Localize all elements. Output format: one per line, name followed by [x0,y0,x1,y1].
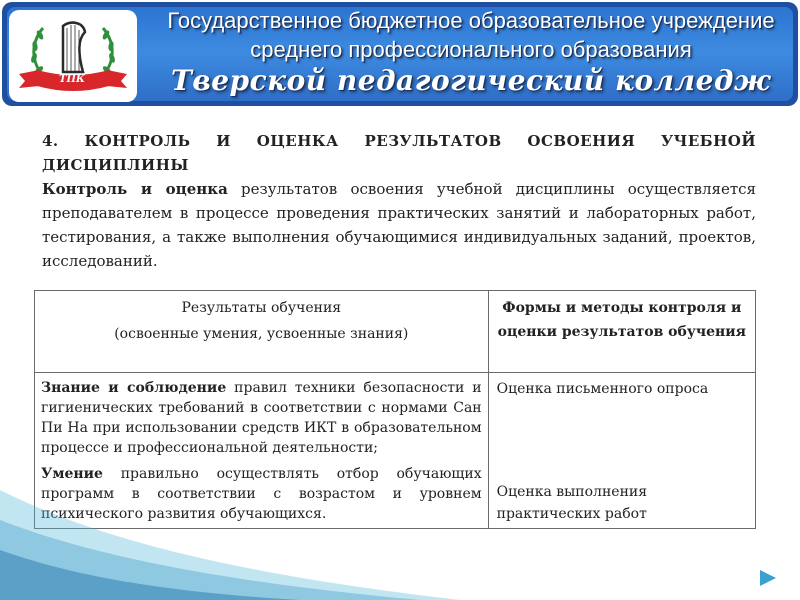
method-practical-works-line2: практических работ [496,506,647,522]
banner-title-line1: Государственное бюджетное образовательное учреждение [167,8,775,33]
table-header-row [35,291,756,373]
result-item-knowledge-bold: Знание и соблюдение [41,380,227,396]
logo-text: ТПК [59,74,85,85]
method-written-survey: Оценка письменного опроса [496,381,709,397]
section-heading: 4. КОНТРОЛЬ И ОЦЕНКА РЕЗУЛЬТАТОВ ОСВОЕНИЯ УЧЕБНОЙ ДИСЦИПЛИНЫ [42,132,756,174]
table-header-left [35,291,489,373]
harp-laurel-emblem-icon [9,10,137,102]
header-banner [2,2,798,106]
section-paragraph [42,177,756,273]
table-row [35,373,756,529]
table-header-left-line2: (освоенные умения, усвоенные знания) [114,326,409,342]
table-cell-results [35,373,489,529]
table-cell-methods [488,373,755,529]
play-arrow-icon[interactable] [757,568,779,588]
result-item-skill [41,464,482,524]
results-table [34,290,756,529]
table-header-right: Формы и методы контроля и оценки результатов обучения [488,291,755,373]
table-header-left-line1: Результаты обучения [181,300,342,316]
section-content [42,129,756,273]
result-item-skill-bold: Умение [41,466,103,482]
result-item-knowledge [41,378,482,458]
section-paragraph-text: результатов освоения учебной дисциплины осуществляется преподавателем в процессе проведения практических занятий и лабораторных работ, тестирования, а также выполнения обучающимися индивидуальных заданий, проектов, исследований. [42,180,757,270]
college-logo [9,10,137,102]
method-practical-works [497,481,647,525]
result-item-skill-text: правильно осуществлять отбор обучающих программ в соответствии с возрастом и уровнем психического развития обучающихся. [41,466,482,522]
method-practical-works-line1: Оценка выполнения [496,484,648,500]
section-paragraph-bold: Контроль и оценка [42,180,228,198]
result-item-knowledge-text: правил техники безопасности и гигиенических требований в соответствии с нормами Сан Пи На при использовании средств ИКТ в образовательном процессе и профессиональной деятельности; [41,380,482,456]
banner-title-line2: среднего профессионального образования [250,37,692,62]
college-name: Тверской педагогический колледж [171,64,771,97]
